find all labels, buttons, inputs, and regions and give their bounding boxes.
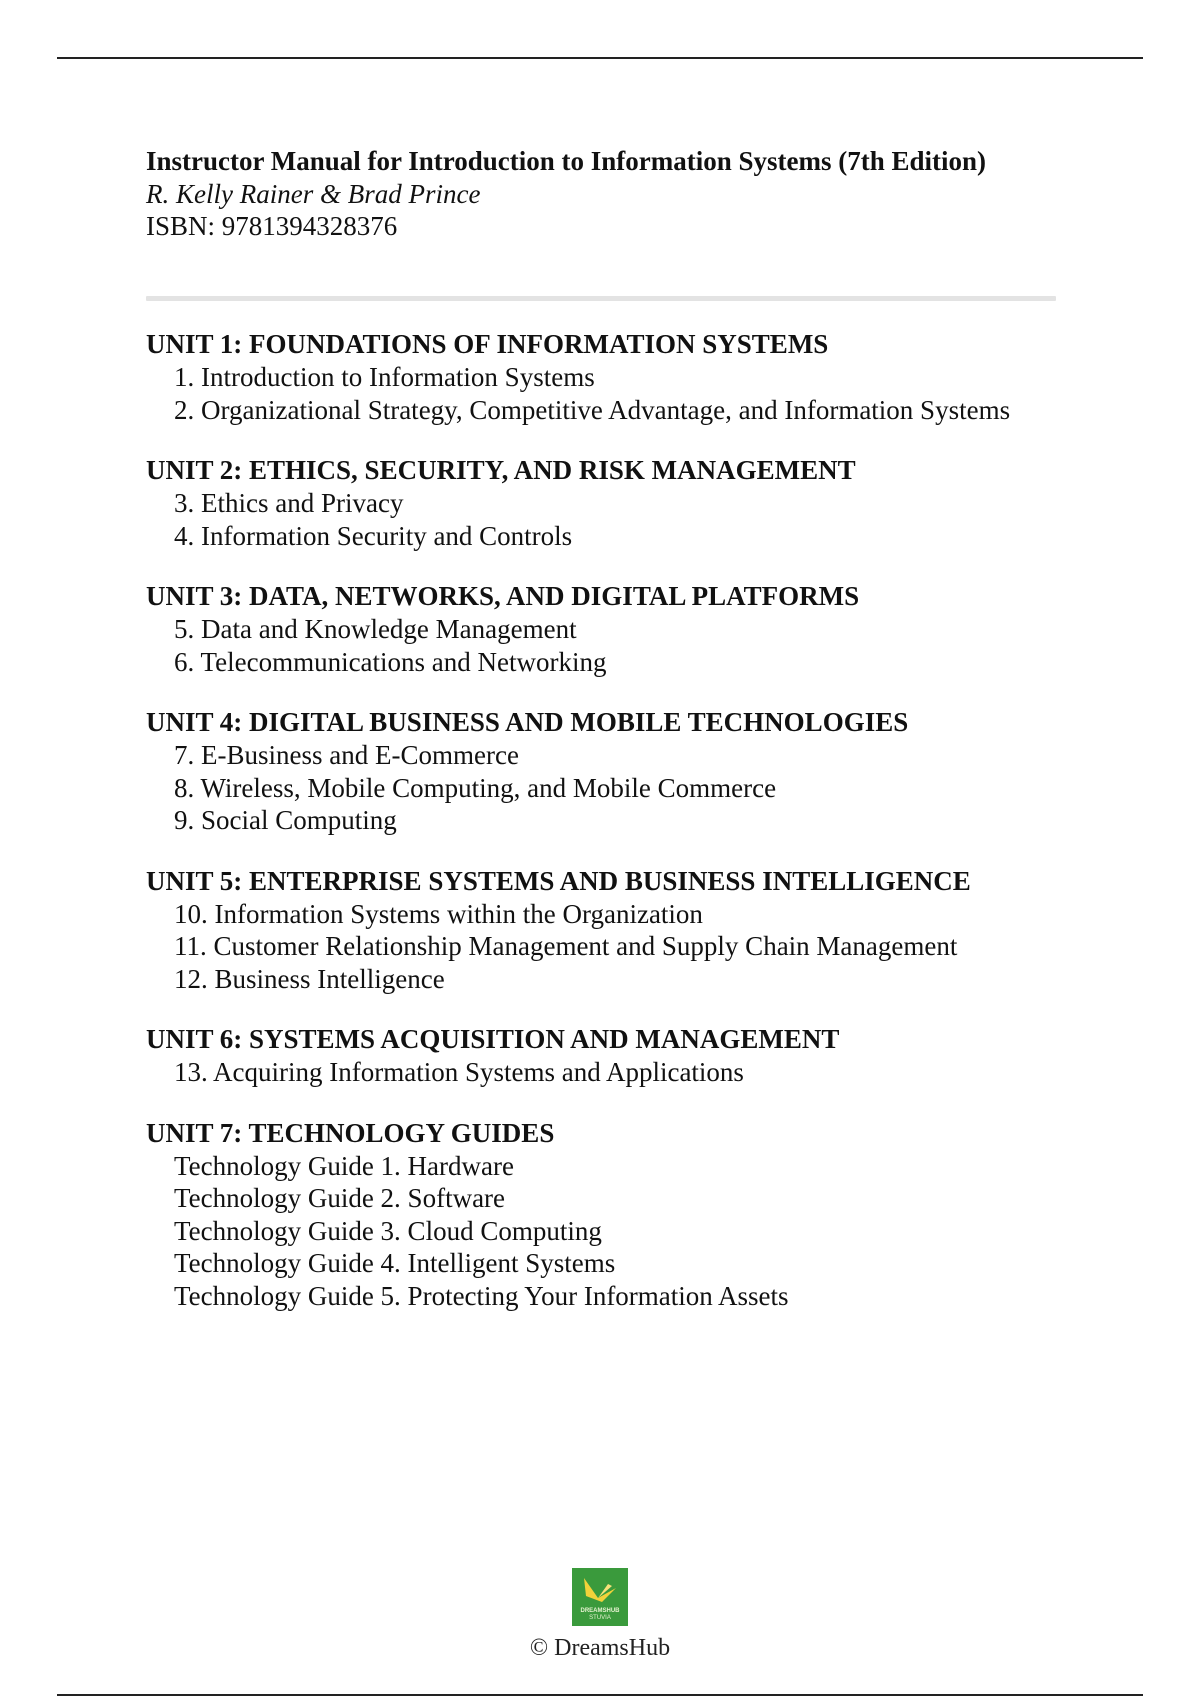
unit-heading: UNIT 6: SYSTEMS ACQUISITION AND MANAGEMENT — [146, 1024, 840, 1054]
chapter-item: 4. Information Security and Controls — [174, 520, 573, 551]
unit-section — [146, 865, 1066, 996]
unit-section — [146, 1117, 1066, 1313]
unit-section — [146, 1023, 1066, 1089]
logo-text-top: DREAMSHUB — [580, 1608, 620, 1614]
chapter-item: 6. Telecommunications and Networking — [174, 646, 607, 677]
unit-heading: UNIT 3: DATA, NETWORKS, AND DIGITAL PLATFORMS — [146, 581, 860, 611]
document-isbn: ISBN: 9781394328376 — [146, 211, 398, 241]
chapter-item: Technology Guide 3. Cloud Computing — [174, 1215, 602, 1246]
unit-section — [146, 454, 1066, 552]
unit-heading: UNIT 7: TECHNOLOGY GUIDES — [146, 1117, 555, 1148]
chapter-list — [146, 1056, 1066, 1089]
unit-heading: UNIT 1: FOUNDATIONS OF INFORMATION SYSTEMS — [146, 329, 829, 359]
document-authors: R. Kelly Rainer & Brad Prince — [146, 179, 481, 209]
dreamshub-logo — [572, 1568, 628, 1626]
table-of-contents — [146, 328, 1066, 1312]
unit-heading: UNIT 4: DIGITAL BUSINESS AND MOBILE TECHNOLOGIES — [146, 707, 909, 737]
chapter-item: 7. E-Business and E-Commerce — [174, 740, 519, 770]
bird-logo-icon — [572, 1568, 628, 1626]
document-body — [146, 145, 1066, 1340]
top-rule — [57, 57, 1143, 59]
copyright-text: © DreamsHub — [529, 1635, 671, 1661]
chapter-list — [146, 1150, 1066, 1313]
section-divider — [146, 296, 1056, 301]
chapter-list — [146, 739, 1066, 837]
page-footer — [0, 1568, 1200, 1663]
chapter-list — [146, 613, 1066, 678]
chapter-item: Technology Guide 2. Software — [174, 1183, 506, 1213]
chapter-item: Technology Guide 1. Hardware — [174, 1150, 514, 1181]
logo-text-bottom: STUVIA — [589, 1615, 611, 1621]
unit-heading: UNIT 5: ENTERPRISE SYSTEMS AND BUSINESS INTELLIGENCE — [146, 865, 971, 896]
chapter-item: Technology Guide 5. Protecting Your Information Assets — [174, 1280, 789, 1311]
chapter-item: 5. Data and Knowledge Management — [174, 614, 577, 644]
chapter-item: 13. Acquiring Information Systems and Applications — [174, 1057, 744, 1087]
chapter-list — [146, 361, 1066, 426]
chapter-item: 12. Business Intelligence — [174, 963, 445, 994]
chapter-list — [146, 898, 1066, 996]
unit-section — [146, 580, 1066, 678]
unit-section — [146, 706, 1066, 837]
chapter-item: 10. Information Systems within the Organization — [174, 898, 703, 929]
document-title: Instructor Manual for Introduction to Information Systems (7th Edition) — [146, 146, 987, 176]
chapter-item: 8. Wireless, Mobile Computing, and Mobile Commerce — [174, 772, 777, 803]
chapter-item: 3. Ethics and Privacy — [174, 488, 404, 518]
unit-heading: UNIT 2: ETHICS, SECURITY, AND RISK MANAGEMENT — [146, 455, 856, 485]
chapter-item: 2. Organizational Strategy, Competitive Advantage, and Information Systems — [174, 394, 1011, 425]
chapter-item: 11. Customer Relationship Management and Supply Chain Management — [174, 931, 958, 961]
chapter-list — [146, 487, 1066, 552]
chapter-item: 1. Introduction to Information Systems — [174, 362, 595, 392]
bottom-rule — [57, 1694, 1143, 1696]
chapter-item: 9. Social Computing — [174, 805, 397, 835]
chapter-item: Technology Guide 4. Intelligent Systems — [174, 1248, 616, 1278]
unit-section — [146, 328, 1066, 426]
